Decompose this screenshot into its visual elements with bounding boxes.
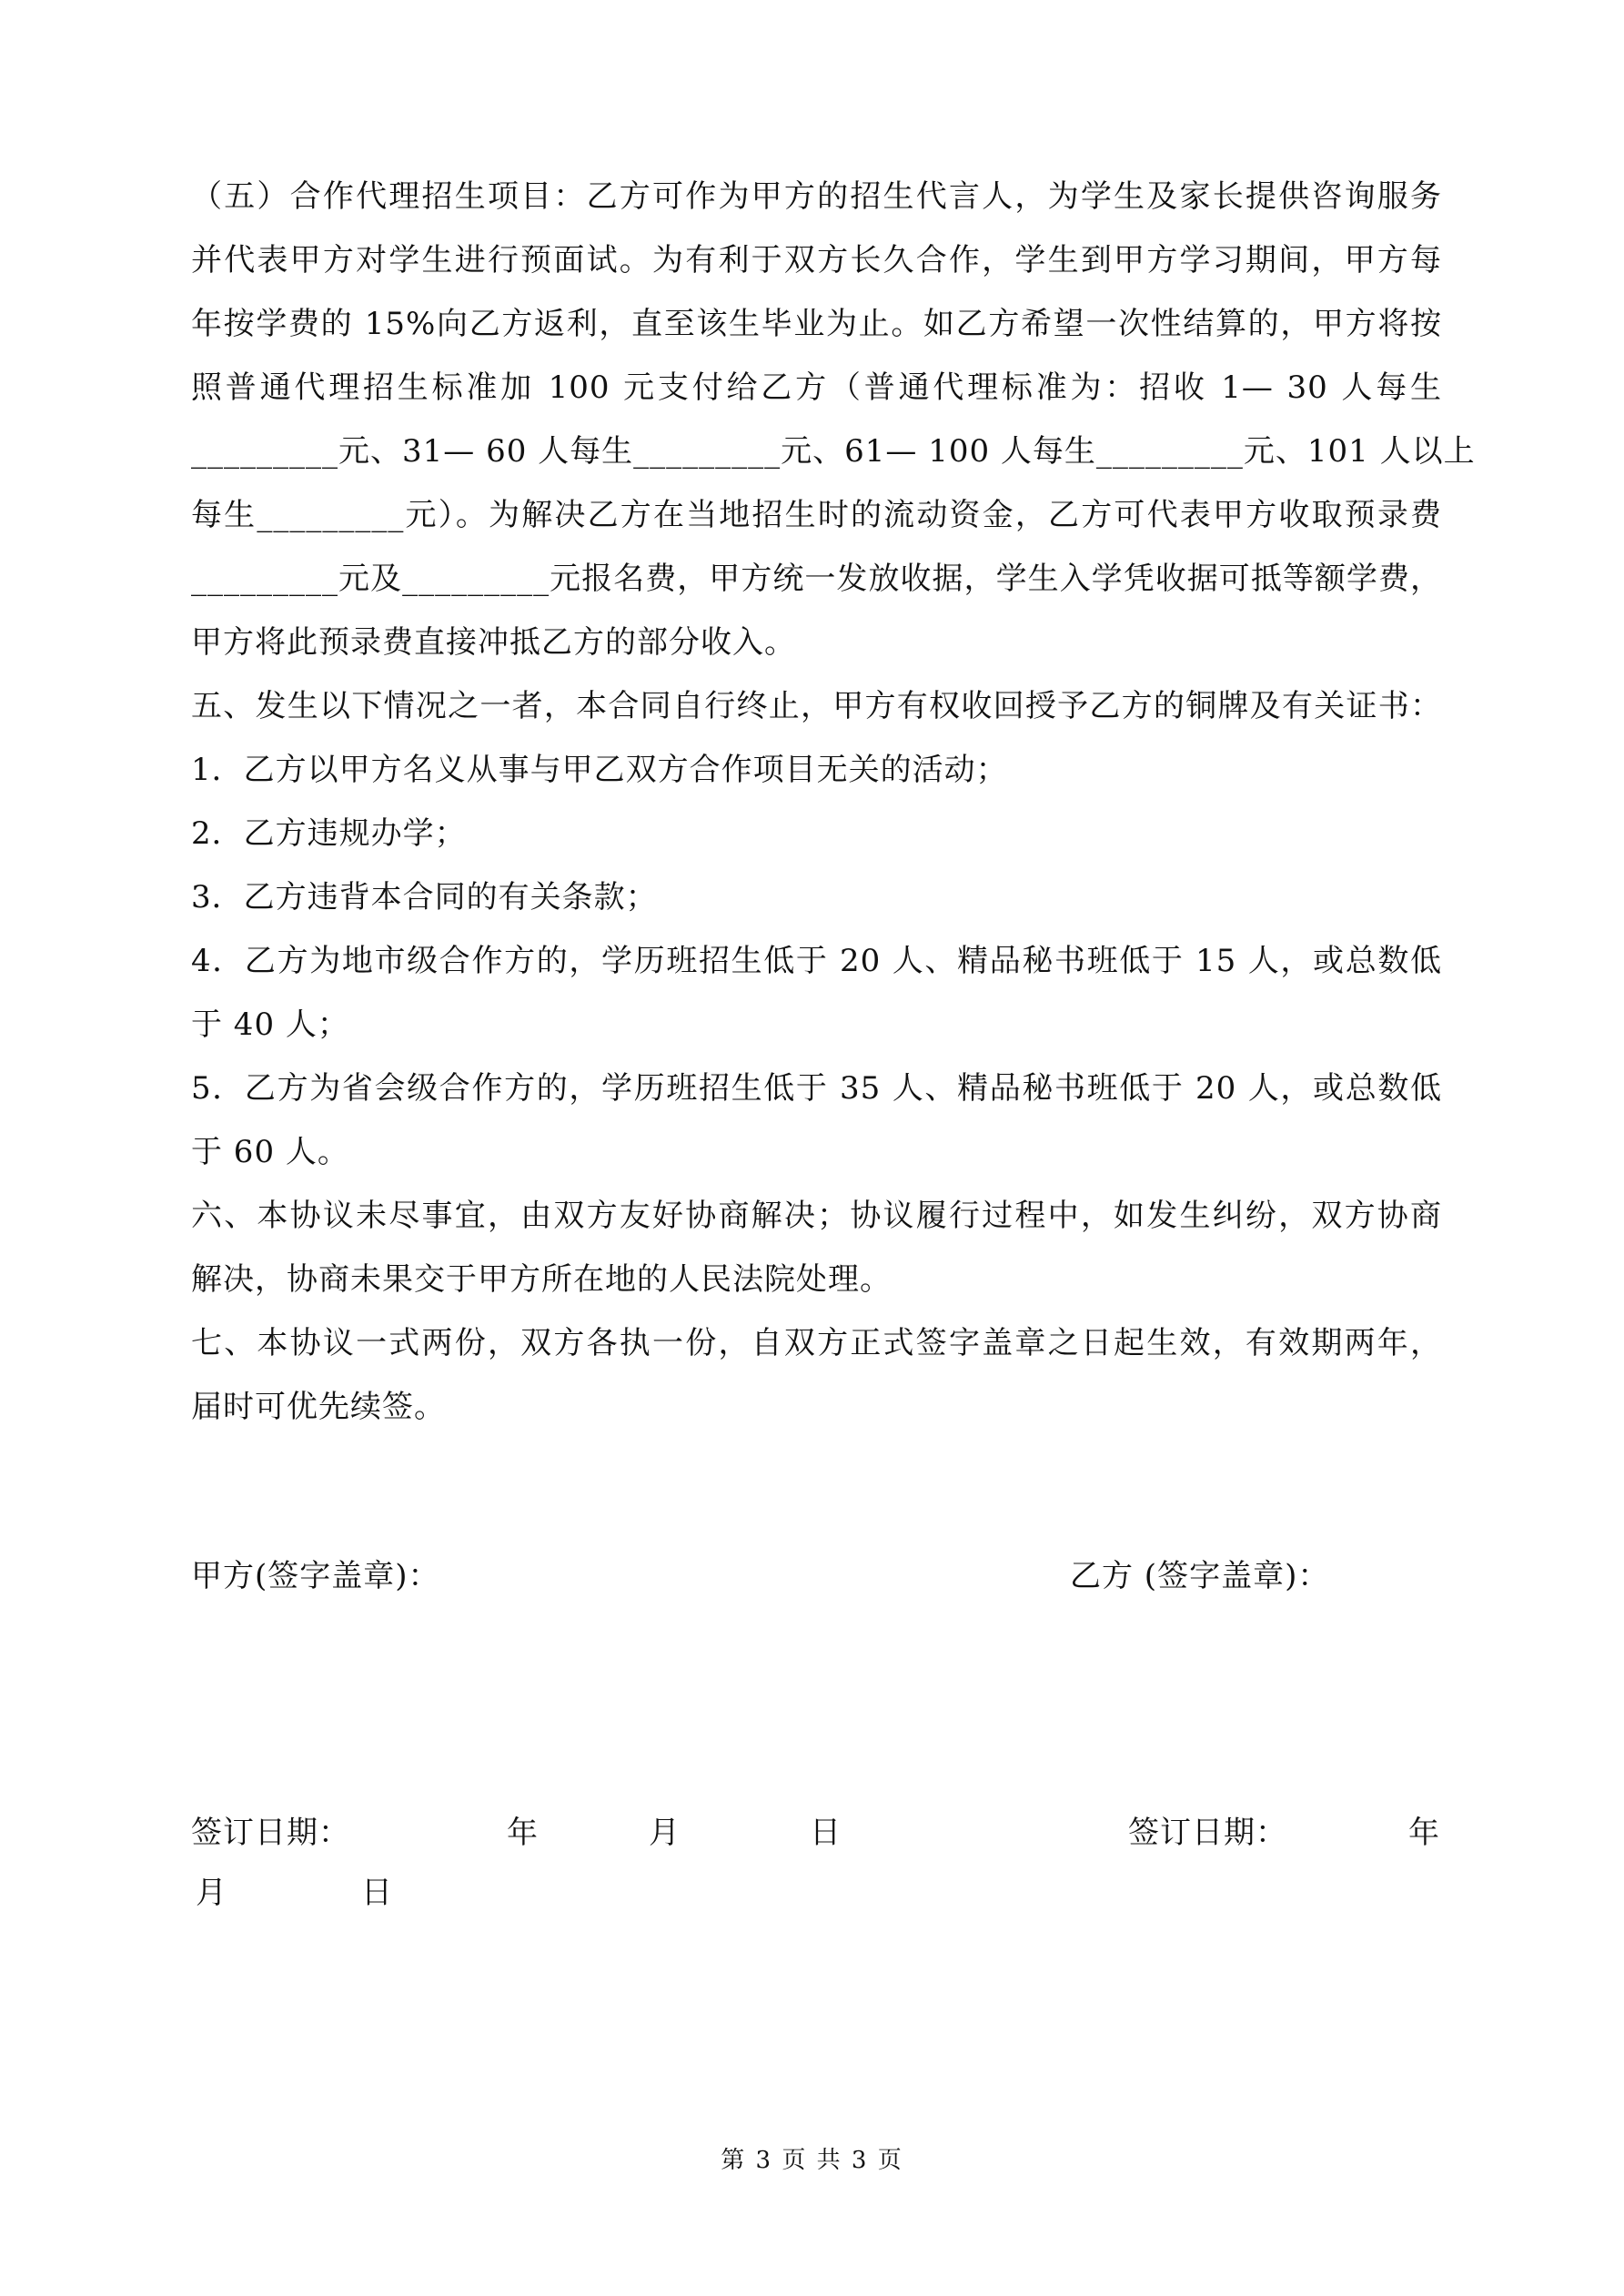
- paragraph-line: 甲方将此预录费直接冲抵乙方的部分收入。: [191, 624, 796, 661]
- signing-day-b: 日: [361, 1875, 393, 1911]
- paragraph-line: _________元、31— 60 人每生_________元、61— 100 人每生_________元、101 人以上: [191, 433, 1476, 470]
- party-b-signature-label: 乙方 (签字盖章)：: [1070, 1558, 1330, 1594]
- signing-month-a: 月: [649, 1815, 681, 1851]
- list-item: 1．乙方以甲方名义从事与甲乙双方合作项目无关的活动；: [191, 752, 1008, 788]
- clause-seven: 七、本协议一式两份，双方各执一份，自双方正式签字盖章之日起生效，有效期两年，: [191, 1325, 1442, 1361]
- clause-six: 六、本协议未尽事宜，由双方友好协商解决；协议履行过程中，如发生纠纷，双方协商: [191, 1198, 1442, 1234]
- signing-year-b: 年: [1408, 1815, 1440, 1851]
- clause-five-heading: 五、发生以下情况之一者，本合同自行终止，甲方有权收回授予乙方的铜牌及有关证书：: [191, 688, 1442, 724]
- clause-six-continued: 解决，协商未果交于甲方所在地的人民法院处理。: [191, 1261, 892, 1298]
- list-item: 4．乙方为地市级合作方的，学历班招生低于 20 人、精品秘书班低于 15 人，或总数低: [191, 943, 1442, 979]
- paragraph-line: 每生_________元）。为解决乙方在当地招生时的流动资金，乙方可代表甲方收取预录费: [191, 497, 1442, 533]
- party-a-signature-label: 甲方(签字盖章)：: [191, 1558, 440, 1594]
- clause-seven-continued: 届时可优先续签。: [191, 1389, 446, 1425]
- list-item-continued: 于 40 人；: [191, 1006, 349, 1043]
- signing-day-a: 日: [810, 1815, 842, 1851]
- signing-year-a: 年: [507, 1815, 539, 1851]
- page-number-footer: 第 3 页 共 3 页: [721, 2147, 903, 2174]
- signing-date-label-b: 签订日期：: [1128, 1815, 1287, 1851]
- list-item: 3．乙方违背本合同的有关条款；: [191, 879, 658, 915]
- list-item: 2．乙方违规办学；: [191, 815, 467, 852]
- paragraph-line: （五）合作代理招生项目：乙方可作为甲方的招生代言人，为学生及家长提供咨询服务: [191, 178, 1442, 215]
- list-item-continued: 于 60 人。: [191, 1134, 349, 1170]
- paragraph-line: 年按学费的 15%向乙方返利，直至该生毕业为止。如乙方希望一次性结算的，甲方将按: [191, 306, 1442, 342]
- paragraph-line: 并代表甲方对学生进行预面试。为有利于双方长久合作，学生到甲方学习期间，甲方每: [191, 242, 1442, 278]
- list-item: 5．乙方为省会级合作方的，学历班招生低于 35 人、精品秘书班低于 20 人，或总数低: [191, 1070, 1442, 1107]
- signing-month-b: 月: [196, 1875, 227, 1911]
- signing-date-label-a: 签订日期：: [191, 1815, 350, 1851]
- paragraph-line: _________元及_________元报名费，甲方统一发放收据，学生入学凭收据可抵等额学费，: [191, 561, 1442, 597]
- paragraph-line: 照普通代理招生标准加 100 元支付给乙方（普通代理标准为：招收 1— 30 人每生: [191, 369, 1442, 406]
